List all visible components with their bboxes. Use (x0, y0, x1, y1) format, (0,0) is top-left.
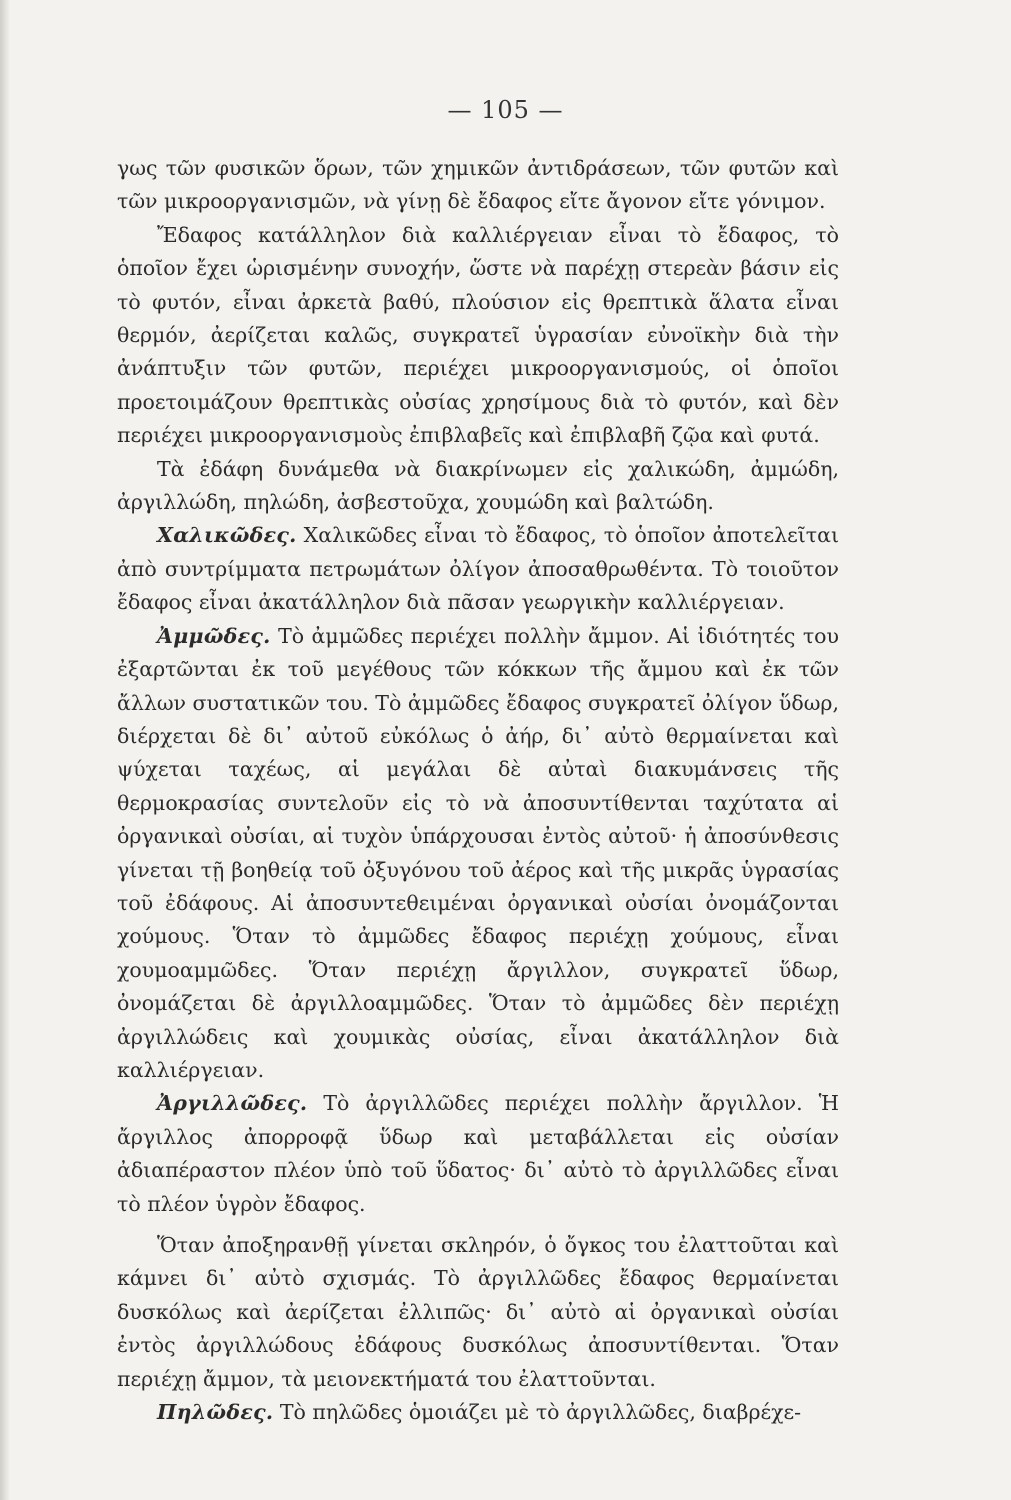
paragraph-text: Ἔδαφος κατάλληλον διὰ καλλιέργειαν εἶναι τὸ ἔδαφος, τὸ ὁποῖον ἔχει ὡρισμένην συνοχήν, ὥστε νὰ παρέχῃ στερεὰν βάσιν εἰς τὸ φυτόν, εἶναι ἀρκετὰ βαθύ, πλούσιον εἰς θρεπτικὰ ἅλατα εἶναι θερμόν, ἀερίζεται καλῶς, συγκρατεῖ ὑγρασίαν εὐνοϊκὴν διὰ τὴν ἀνάπτυξιν τῶν φυτῶν, περιέχει μικροοργανισμούς, οἱ ὁποῖοι προετοιμάζουν θρεπτικὰς οὐσίας χρησίμους διὰ τὸ φυτόν, καὶ δὲν περιέχει μικροοργανισμοὺς ἐπιβλαβεῖς καὶ ἐπιβλαβῆ ζῷα καὶ φυτά. (117, 222, 839, 448)
paragraph-gravelly (117, 519, 839, 619)
paragraph-text: Χαλικῶδες εἶναι τὸ ἔδαφος, τὸ ὁποῖον ἀποτελεῖται ἀπὸ συντρίμματα πετρωμάτων ὀλίγον ἀποσαθρωθέντα. Τὸ τοιοῦτον ἔδαφος εἶναι ἀκατάλληλον διὰ πᾶσαν γεωργικὴν καλλιέργειαν. (117, 523, 839, 615)
paragraph-sandy (117, 620, 839, 1088)
section-heading-clayey: Ἀργιλλῶδες. (157, 1091, 308, 1116)
section-heading-loamy: Πηλῶδες. (157, 1400, 274, 1425)
page-spine-shadow (0, 0, 10, 1500)
section-heading-gravelly: Χαλικῶδες. (157, 523, 297, 548)
paragraph-continuation (117, 152, 839, 219)
paragraph-text: Τὸ ἀργιλλῶδες περιέχει πολλὴν ἄργιλλον. Ἡ ἄργιλλος ἀπορροφᾷ ὕδωρ καὶ μεταβάλλεται εἰς οὐσίαν ἀδιαπέραστον πλέον ὑπὸ τοῦ ὕδατος· δι᾽ αὐτὸ τὸ ἀργιλλῶδες εἶναι τὸ πλέον ὑγρὸν ἔδαφος. (117, 1091, 839, 1216)
paragraph-text: Τὰ ἐδάφη δυνάμεθα νὰ διακρίνωμεν εἰς χαλικώδη, ἀμμώδη, ἀργιλλώδη, πηλώδη, ἀσβεστοῦχα, χουμώδη καὶ βαλτώδη. (117, 456, 839, 515)
paragraph-text: Τὸ ἀμμῶδες περιέχει πολλὴν ἄμμον. Αἱ ἰδιότητές του ἐξαρτῶνται ἐκ τοῦ μεγέθους τῶν κόκκων τῆς ἄμμου καὶ ἐκ τῶν ἄλλων συστατικῶν του. Τὸ ἀμμῶδες ἔδαφος συγκρατεῖ ὀλίγον ὕδωρ, διέρχεται δὲ δι᾽ αὐτοῦ εὐκόλως ὁ ἀήρ, δι᾽ αὐτὸ θερμαίνεται καὶ ψύχεται ταχέως, αἱ μεγάλαι δὲ αὐταὶ διακυμάνσεις τῆς θερμοκρασίας συντελοῦν εἰς τὸ νὰ ἀποσυντίθενται ταχύτατα αἱ ὀργανικαὶ οὐσίαι, αἱ τυχὸν ὑπάρχουσαι ἐντὸς αὐτοῦ· ἡ ἀποσύνθεσις γίνεται τῇ βοηθείᾳ τοῦ ὀξυγόνου τοῦ ἀέρος καὶ τῆς μικρᾶς ὑγρασίας τοῦ ἐδάφους. Αἱ ἀποσυντεθειμέναι ὀργανικαὶ οὐσίαι ὀνομάζονται χούμους. Ὅταν τὸ ἀμμῶδες ἔδαφος περιέχῃ χούμους, εἶναι χουμοαμμῶδες. Ὅταν περιέχῃ ἄργιλλον, συγκρατεῖ ὕδωρ, ὀνομάζεται δὲ ἀργιλλοαμμῶδες. Ὅταν τὸ ἀμμῶδες δὲν περιέχῃ ἀργιλλώδεις καὶ χουμικὰς οὐσίας, εἶναι ἀκατάλληλον διὰ καλλιέργειαν. (117, 623, 839, 1082)
paragraph-suitable-soil (117, 219, 839, 453)
paragraph-text: Τὸ πηλῶδες ὁμοιάζει μὲ τὸ ἀργιλλῶδες, διαβρέχε- (279, 1400, 802, 1425)
paragraph-text: Ὅταν ἀποξηρανθῇ γίνεται σκληρόν, ὁ ὄγκος του ἐλαττοῦται καὶ κάμνει δι᾽ αὐτὸ σχισμάς. Τὸ ἀργιλλῶδες ἔδαφος θερμαίνεται δυσκόλως καὶ ἀερίζεται ἐλλιπῶς· δι᾽ αὐτὸ αἱ ὀργανικαὶ οὐσίαι ἐντὸς ἀργιλλώδους ἐδάφους δυσκόλως ἀποσυντίθενται. Ὅταν περιέχῃ ἄμμον, τὰ μειονεκτήματά του ἐλαττοῦνται. (117, 1233, 839, 1391)
paragraph-clayey (117, 1087, 839, 1221)
paragraph-clayey-dry (117, 1229, 839, 1396)
paragraph-text: γως τῶν φυσικῶν ὅρων, τῶν χημικῶν ἀντιδράσεων, τῶν φυτῶν καὶ τῶν μικροοργανισμῶν, νὰ γίνῃ δὲ ἔδαφος εἴτε ἄγονον εἴτε γόνιμον. (117, 156, 839, 214)
paragraph-loamy (117, 1396, 839, 1429)
paragraph-soil-types (117, 453, 839, 520)
page-number: — 105 — (447, 96, 564, 124)
body-text (117, 152, 839, 1429)
section-heading-sandy: Ἀμμῶδες. (157, 623, 271, 648)
